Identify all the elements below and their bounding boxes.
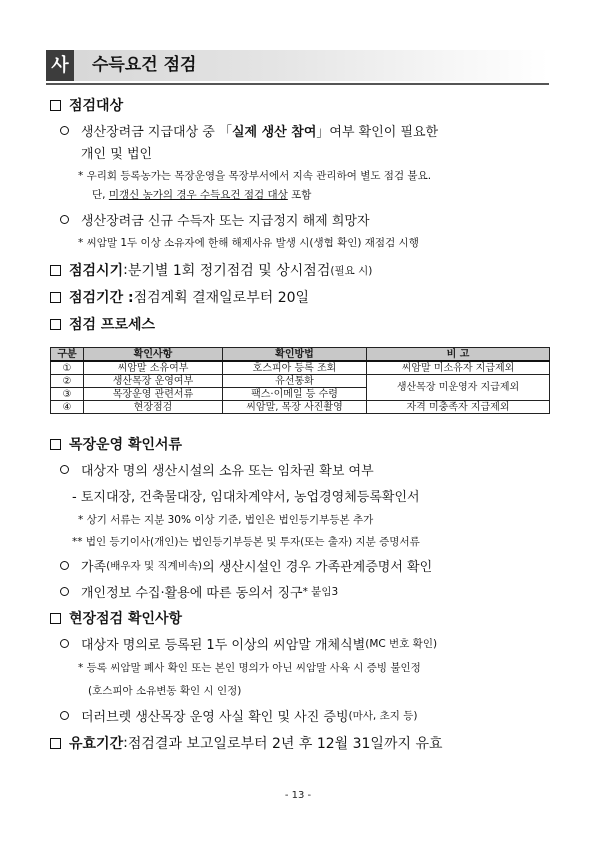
target-note-1a: * 우리회 등록농가는 목장운영을 목장부서에서 지속 관리하여 별도 점검 불요. <box>78 170 432 182</box>
merged-note-cell: 생산목장 미운영자 지급제외 <box>367 375 550 401</box>
square-bullet-icon <box>50 292 61 303</box>
documents-dash-item: - 토지대장, 건축물대장, 임대차계약서, 농업경영체등록확인서 <box>72 490 420 505</box>
field-item-1: 대상자 명의로 등록된 1두 이상의 씨암말 개체식별 (MC 번호 확인) <box>60 634 437 653</box>
square-bullet-icon <box>50 439 61 450</box>
circle-bullet-icon <box>60 587 69 596</box>
table-header-row <box>51 348 550 362</box>
target-note-1b: 단, 미갱신 농가의 경우 수득요건 점검 대상 포함 <box>92 189 312 201</box>
heading-documents: 목장운영 확인서류 <box>50 434 182 454</box>
circle-bullet-icon <box>60 465 69 474</box>
documents-note-1: * 상기 서류는 지분 30% 이상 기준, 법인은 법인등기부등본 추가 <box>78 514 374 526</box>
circle-bullet-icon <box>60 711 69 720</box>
section-badge: 사 <box>46 50 74 81</box>
square-bullet-icon <box>50 100 61 111</box>
documents-item-2: 가족 (배우자 및 직계비속) 의 생산시설인 경우 가족관계증명서 확인 <box>60 556 432 575</box>
table-row: ③ 목장운영 관련서류 팩스·이메일 등 수령 <box>51 388 550 401</box>
square-bullet-icon <box>50 319 61 330</box>
table-row: ② 생산목장 운영여부 유선통화 생산목장 미운영자 지급제외 <box>51 375 550 388</box>
heading-field-check: 현장점검 확인사항 <box>50 608 182 628</box>
target-item-2: 생산장려금 신규 수득자 또는 지급정지 해제 희망자 <box>60 210 370 229</box>
page-number: - 13 - <box>284 790 312 801</box>
header-underline <box>46 83 549 85</box>
process-table <box>50 347 550 414</box>
target-item-1-cont: 개인 및 법인 <box>81 147 153 162</box>
circle-bullet-icon <box>60 215 69 224</box>
heading-timing: 점검시기 : 분기별 1회 정기점검 및 상시점검 (필요 시) <box>50 260 372 280</box>
documents-item-3: 개인정보 수집·활용에 따른 동의서 징구 * 붙임3 <box>60 582 338 601</box>
documents-item-1: 대상자 명의 생산시설의 소유 또는 임차권 확보 여부 <box>60 460 374 479</box>
col-header-category: 구분 <box>51 348 84 362</box>
documents-note-2: ** 법인 등기이사(개인)는 법인등기부등본 및 투자(또는 출자) 지분 증명서류 <box>72 536 420 548</box>
square-bullet-icon <box>50 613 61 624</box>
circle-bullet-icon <box>60 639 69 648</box>
heading-target: 점검대상 <box>50 95 123 115</box>
heading-process: 점검 프로세스 <box>50 314 155 334</box>
circle-bullet-icon <box>60 561 69 570</box>
square-bullet-icon <box>50 265 61 276</box>
circle-bullet-icon <box>60 126 69 135</box>
target-item-1: 생산장려금 지급대상 중 「 실제 생산 참여 」여부 확인이 필요한 <box>60 121 438 140</box>
square-bullet-icon <box>50 738 61 749</box>
field-item-2: 더러브렛 생산목장 운영 사실 확인 및 사진 증빙 (마사, 초지 등) <box>60 706 417 725</box>
heading-period: 점검기간 : 점검계획 결재일로부터 20일 <box>50 287 309 307</box>
col-header-method: 확인방법 <box>223 348 367 362</box>
heading-validity: 유효기간 : 점검결과 보고일로부터 2년 후 12월 31일까지 유효 <box>50 733 443 753</box>
section-title: 수득요건 점검 <box>92 55 197 75</box>
table-row: ④ 현장점검 씨암말, 목장 사진촬영 자격 미충족자 지급제외 <box>51 401 550 414</box>
target-note-2: * 씨암말 1두 이상 소유자에 한해 해제사유 발생 시(생협 확인) 재점검 시행 <box>78 237 419 249</box>
col-header-note: 비 고 <box>367 348 550 362</box>
col-header-item: 확인사항 <box>84 348 223 362</box>
field-note-1b: (호스피아 소유변동 확인 시 인정) <box>88 685 242 697</box>
table-row: ① 씨암말 소유여부 호스피아 등록 조회 씨암말 미소유자 지급제외 <box>51 361 550 375</box>
field-note-1a: * 등록 씨암말 폐사 확인 또는 본인 명의가 아닌 씨암말 사육 시 증빙 불인정 <box>78 662 421 674</box>
